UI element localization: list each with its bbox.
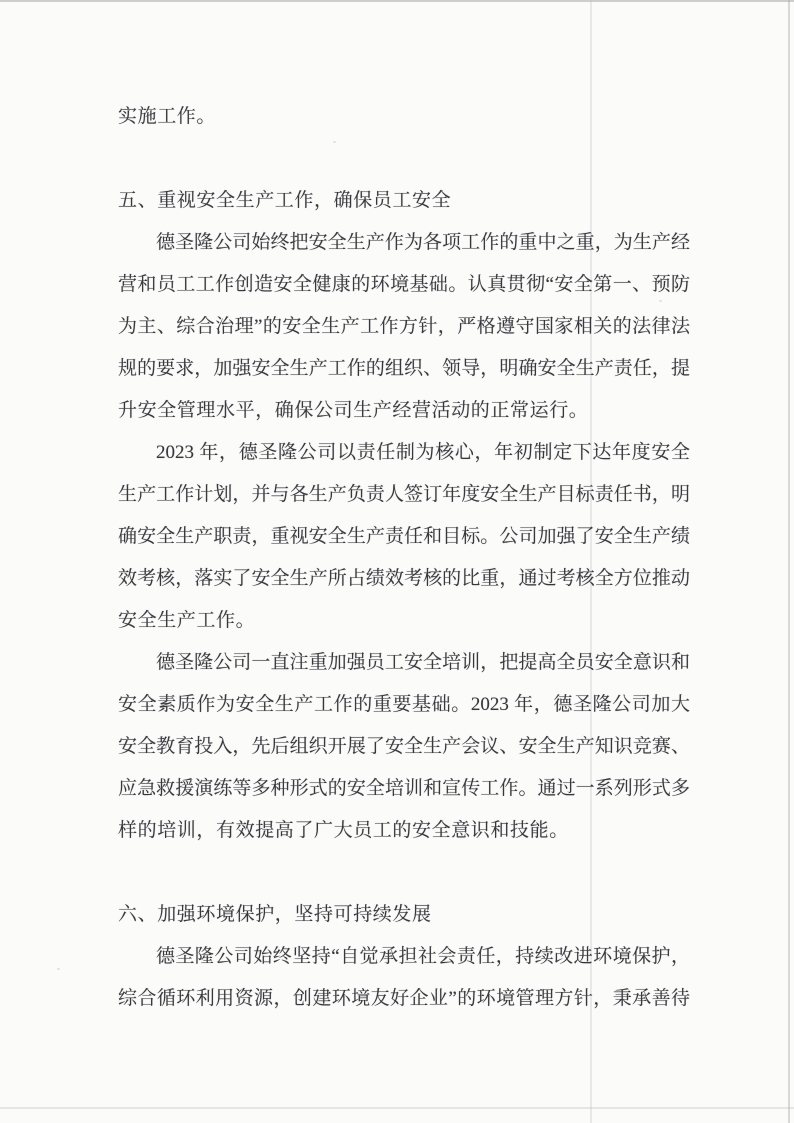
body-text-line: 生产工作计划，并与各生产负责人签订年度安全生产目标责任书，明 [118,484,690,505]
body-text-line: 安全生产工作。 [118,610,256,631]
body-text-line: 德圣隆公司始终把安全生产作为各项工作的重中之重，为生产经 [156,232,690,253]
body-text-line: 实施工作。 [118,106,217,127]
body-text-line: 规的要求，加强安全生产工作的组织、领导，明确安全生产责任，提 [118,358,690,379]
blank-line [118,852,690,894]
body-text-line: 营和员工工作创造安全健康的环境基础。认真贯彻“安全第一、预防 [118,274,690,295]
blank-line [118,138,690,180]
document-text-column [118,96,690,1020]
body-text-line: 德圣隆公司始终坚持“自觉承担社会责任，持续改进环境保护， [156,946,690,967]
section-heading: 五、重视安全生产工作，确保员工安全 [118,190,452,211]
body-text-line: 升安全管理水平，确保公司生产经营活动的正常运行。 [118,400,589,421]
scan-speck [57,968,60,970]
body-text-line: 效考核，落实了安全生产所占绩效考核的比重，通过考核全方位推动 [118,568,690,589]
scan-edge-bottom [0,1107,794,1109]
body-text-line: 样的培训，有效提高了广大员工的安全意识和技能。 [118,820,569,841]
body-text-line: 安全教育投入，先后组织开展了安全生产会议、安全生产知识竞赛、 [118,736,690,757]
body-text-line: 确安全生产职责，重视安全生产责任和目标。公司加强了安全生产绩 [118,526,690,547]
body-text-line: 为主、综合治理”的安全生产工作方针，严格遵守国家相关的法律法 [118,316,690,337]
scan-edge-top [0,0,794,2]
body-text-line: 德圣隆公司一直注重加强员工安全培训，把提高全员安全意识和 [156,652,690,673]
body-text-line: 安全素质作为安全生产工作的重要基础。2023 年，德圣隆公司加大 [118,694,690,715]
body-text-line: 综合循环利用资源，创建环境友好企业”的环境管理方针，秉承善待 [118,988,690,1009]
scan-edge-right [788,0,790,1123]
section-heading: 六、加强环境保护，坚持可持续发展 [118,904,432,925]
body-text-line: 应急救援演练等多种形式的安全培训和宣传工作。通过一系列形式多 [118,778,690,799]
body-text-line: 2023 年，德圣隆公司以责任制为核心，年初制定下达年度安全 [156,442,690,463]
